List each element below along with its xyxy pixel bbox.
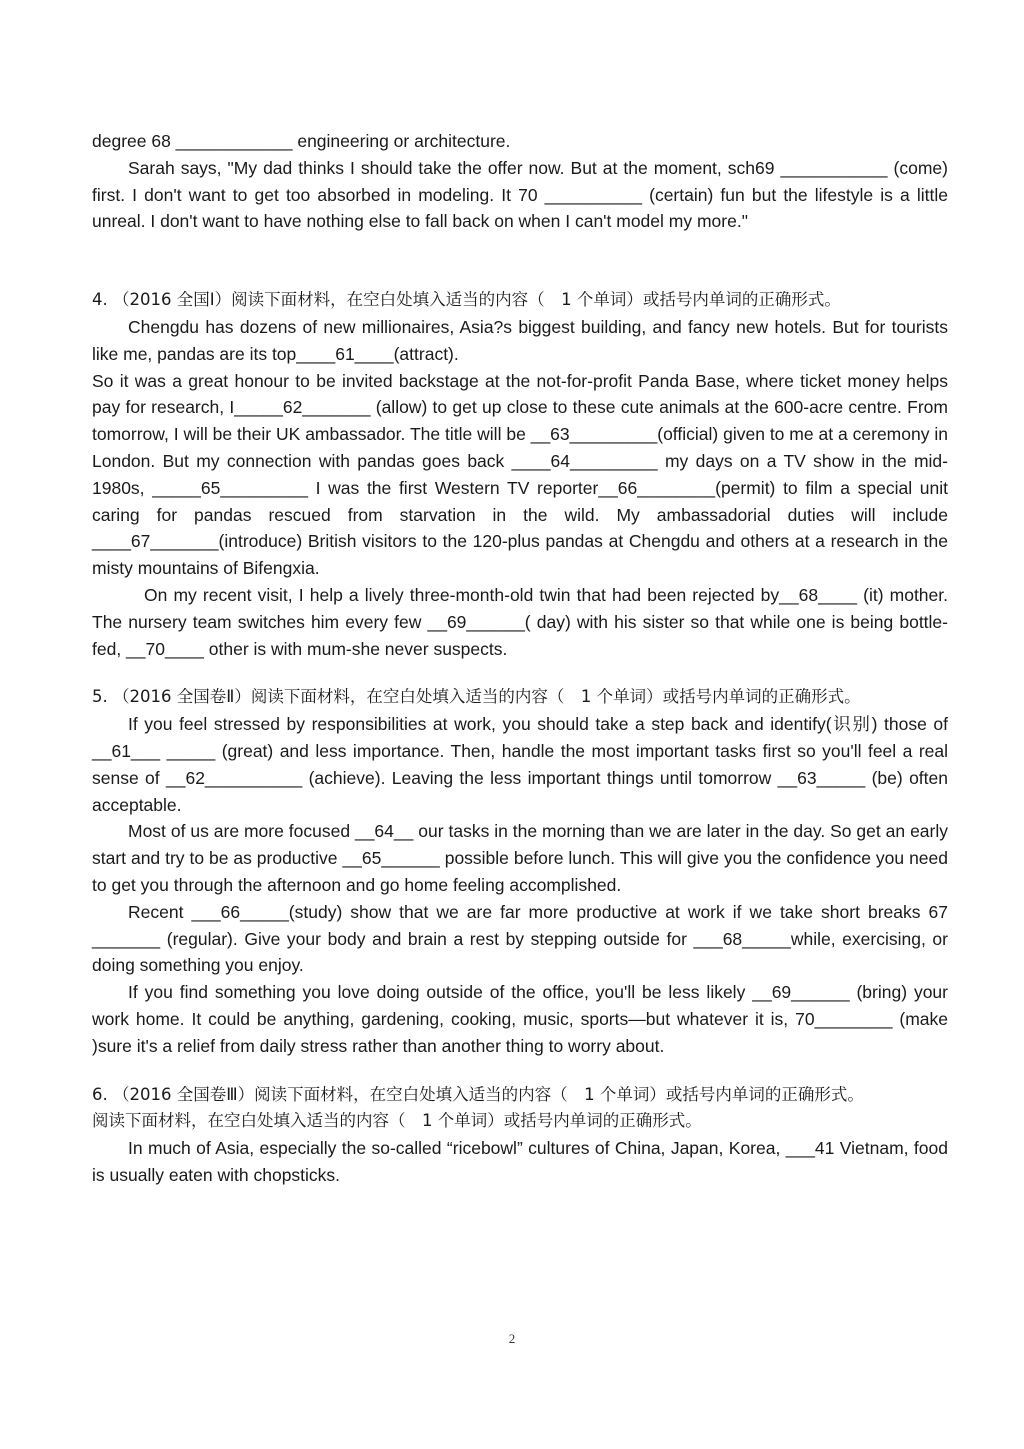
page-number: 2 (508, 1331, 516, 1346)
question-4-paragraph-1: Chengdu has dozens of new millionaires, Asia?s biggest building, and fancy new hotels. But for tourists like me, pandas are its top____61____(attract). (92, 316, 948, 364)
question-5-paragraph-3: Recent ___66_____(study) show that we are far more productive at work if we take short breaks 67 _______ (regular). Give your body and brain a rest by stepping outside for ___68_____while, exercising, or doing something you enjoy. (92, 901, 948, 976)
question-5-title: 5. （2016 全国卷Ⅱ）阅读下面材料，在空白处填入适当的内容（ 1 个单词）或括号内单词的正确形式。 (92, 687, 861, 707)
question-6-instruction: 阅读下面材料，在空白处填入适当的内容（ 1 个单词）或括号内单词的正确形式。 (92, 1111, 702, 1131)
question-5-paragraph-4: If you find something you love doing outside of the office, you'll be less likely __69______ (bring) your work home. It could be anything, gardening, cooking, music, sports—but whatever it is, 70________ (make )sure it's a relief from daily stress rather than another thing to worry about. (92, 982, 948, 1056)
question-6-paragraph-1: In much of Asia, especially the so-called “ricebowl” cultures of China, Japan, Korea, ___41 Vietnam, food is usually eaten with chopsticks. (92, 1138, 948, 1185)
question-4-paragraph-2: So it was a great honour to be invited backstage at the not-for-profit Panda Base, where ticket money helps pay for research, I_____62_______ (allow) to get up close to these cute animals at the 600-acre centre. From tomorrow, I will be their UK ambassador. The title will be __63_________(official) given to me at a ceremony in London. But my connection with pandas goes back ____64_________ my days on a TV show in the mid-1980s, _____65_________ I was the first Western TV reporter__66________(permit) to film a special unit caring for pandas rescued from starvation in the wild. My ambassadorial duties will include ____67_______(introduce) British visitors to the 120-plus pandas at Chengdu and others at a research in the misty mountains of Bifengxia. (92, 370, 948, 579)
paragraph-a2: Sarah says, "My dad thinks I should take the offer now. But at the moment, sch69 ___________ (come) first. I don't want to get too absorbed in modeling. It 70 __________ (certain) fun but the lifestyle is a little unreal. I don't want to have nothing else to fall back on when I can't model my more." (92, 157, 948, 232)
question-5-paragraph-2: Most of us are more focused __64__ our tasks in the morning than we are later in the day. So get an early start and try to be as productive __65______ possible before lunch. This will give you the confidence you need to get you through the afternoon and go home feeling accomplished. (92, 821, 948, 895)
document-body (92, 128, 948, 1189)
question-4-paragraph-3: On my recent visit, I help a lively three-month-old twin that had been rejected by__68____ (it) mother. The nursery team switches him every few __69______( day) with his sister so that while one is being bottle-fed, __70____ other is with mum-she never suspects. (92, 584, 948, 659)
question-6-title: 6. （2016 全国卷Ⅲ）阅读下面材料，在空白处填入适当的内容（ 1 个单词）或括号内单词的正确形式。 (92, 1084, 864, 1104)
paragraph-a1: degree 68 ____________ engineering or architecture. (92, 131, 511, 151)
question-4-title: 4. （2016 全国Ⅰ）阅读下面材料，在空白处填入适当的内容（ 1 个单词）或括号内单词的正确形式。 (92, 290, 841, 310)
question-5-paragraph-1: If you feel stressed by responsibilities at work, you should take a step back and identify(识别) those of __61___ _____ (great) and less importance. Then, handle the most important tasks first so you'll feel a real sense of __62__________ (achieve). Leaving the less important things until tomorrow __63_____ (be) often acceptable. (92, 714, 948, 815)
